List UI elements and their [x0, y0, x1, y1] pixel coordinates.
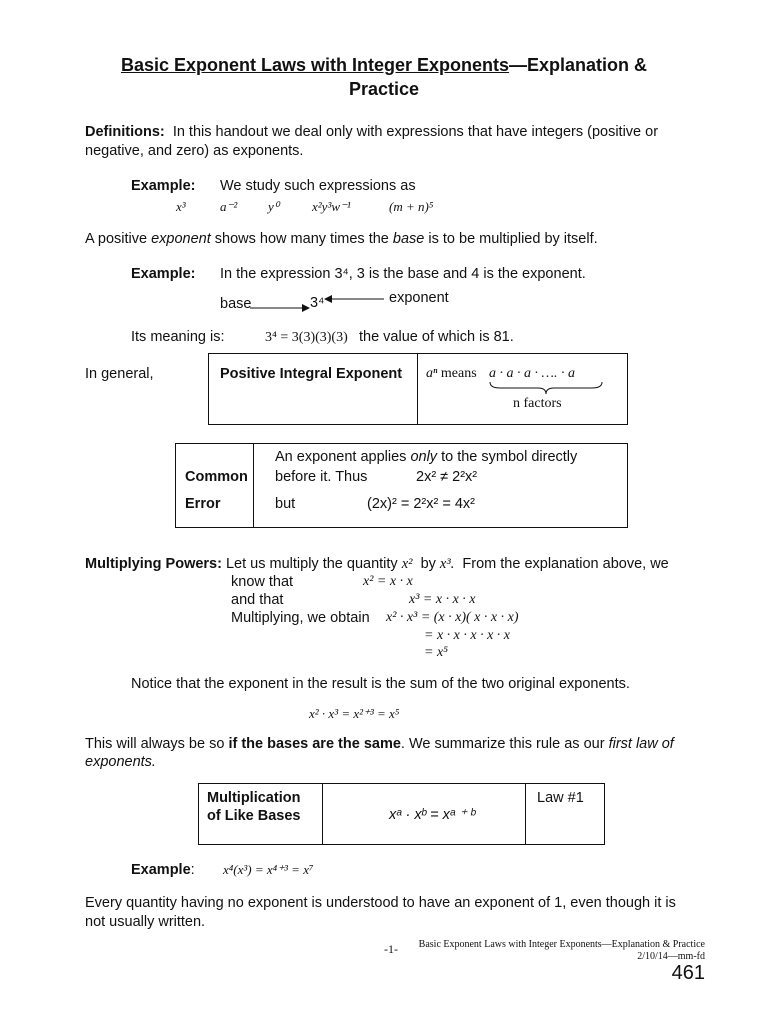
- meaning-label: Its meaning is:: [131, 329, 225, 345]
- common-error-label2: Error: [185, 496, 221, 512]
- law1-divider2: [525, 783, 526, 845]
- common-error-line2: before it. Thus: [275, 469, 368, 485]
- definitions-line1: [85, 124, 658, 140]
- box-divider: [417, 353, 418, 425]
- sentence-part2: shows how many times the: [210, 231, 393, 247]
- and-that-label: and that: [231, 592, 284, 608]
- sentence-exponent-word: exponent: [151, 231, 211, 247]
- n-factors-brace-icon: [488, 380, 604, 396]
- ce-line1-only: only: [410, 449, 438, 465]
- common-error-eq2: (2x)² = 2²x² = 4x²: [367, 496, 475, 512]
- n-factors-text: n factors: [513, 396, 562, 411]
- definition-lhs: [426, 366, 477, 382]
- footer-date-code: 2/10/14—mm-fd: [637, 951, 705, 962]
- sentence-part3: is to be multiplied by itself.: [424, 231, 598, 247]
- law1-formula: xᵃ · xᵇ = xᵃ ⁺ ᵇ: [389, 807, 476, 823]
- example1-expr-3: y⁰: [268, 199, 279, 214]
- law1-label: Law #1: [537, 790, 584, 806]
- law1-divider1: [322, 783, 323, 845]
- common-error-divider: [253, 443, 254, 528]
- always-line1: [85, 736, 674, 752]
- always-part1: This will always be so: [85, 736, 229, 752]
- example1-expr-4: x²y³w⁻¹: [312, 199, 351, 214]
- example1-label: Example:: [131, 178, 196, 194]
- def-lhs-text: aⁿ: [426, 366, 438, 381]
- exponent-arrow-icon: [324, 293, 386, 305]
- ce-line1-b: to the symbol directly: [437, 449, 578, 465]
- every-quantity-line1: Every quantity having no exponent is understood to have an exponent of 1, even though it is: [85, 895, 676, 911]
- example3-eq: x⁴(x³) = x⁴⁺³ = x⁷: [223, 862, 314, 877]
- multiplying-label: Multiplying Powers:: [85, 556, 222, 572]
- always-part2: . We summarize this rule as our: [400, 736, 609, 752]
- positive-exponent-sentence: [85, 231, 598, 247]
- always-bold: if the bases are the same: [228, 736, 401, 752]
- footer-page-number: 461: [671, 962, 705, 984]
- base-arrow-icon: [250, 300, 310, 312]
- mult-eq2: = x · x · x · x · x: [424, 628, 511, 643]
- common-error-eq1: 2x² ≠ 2²x²: [416, 469, 478, 485]
- example1-expr-1: x³: [176, 199, 186, 214]
- sentence-base-word: base: [392, 231, 425, 247]
- know-that-eq: x² = x · x: [363, 574, 413, 589]
- footer-doc-title: Basic Exponent Laws with Integer Exponents—Explanation & Practice: [418, 939, 705, 950]
- example3-label-wrap: [131, 862, 195, 878]
- sentence-part1: A positive: [85, 231, 152, 247]
- title-line2: Practice: [348, 79, 420, 99]
- common-error-label1: Common: [185, 469, 248, 485]
- multiplying-by: by: [420, 556, 436, 572]
- example3-label: Example: [131, 862, 191, 878]
- mult-eq1: x² · x³ = (x · x)( x · x · x): [386, 610, 519, 625]
- positive-integral-exponent-title: Positive Integral Exponent: [220, 366, 403, 382]
- every-quantity-line2: not usually written.: [85, 914, 206, 930]
- definitions-text1: In this handout we deal only with expressions that have integers (positive or: [172, 124, 659, 140]
- example2-text: In the expression 3⁴, 3 is the base and 4 is the exponent.: [220, 266, 586, 282]
- law1-name2: of Like Bases: [207, 808, 301, 824]
- always-italic1: first law of: [608, 736, 674, 752]
- mult-eq3: = x⁵: [424, 645, 449, 660]
- power-3-4: 3⁴: [310, 295, 325, 311]
- definition-rhs: a · a · a · …. · a: [489, 366, 575, 381]
- exponent-label: exponent: [389, 290, 449, 306]
- law1-name1: Multiplication: [207, 790, 301, 806]
- multiplying-intro: [85, 556, 669, 573]
- and-that-eq: x³ = x · x · x: [409, 592, 476, 607]
- definitions-line2: negative, and zero) as exponents.: [85, 143, 304, 159]
- multiplying-obtain-label: Multiplying, we obtain: [231, 610, 370, 626]
- notice-eq: x² · x³ = x²⁺³ = x⁵: [309, 706, 400, 721]
- common-error-line3: but: [275, 496, 296, 512]
- n-factors-label: [513, 396, 562, 412]
- example1-expr-2: a⁻²: [220, 199, 238, 214]
- multiplying-intro-a: Let us multiply the quantity: [225, 556, 398, 572]
- multiplying-q1: x²: [401, 556, 413, 572]
- always-line2: exponents.: [85, 754, 156, 770]
- common-error-line1: [275, 449, 577, 465]
- notice-text: Notice that the exponent in the result is the sum of the two original exponents.: [131, 676, 630, 692]
- base-label: base: [220, 296, 252, 312]
- example3-colon: :: [190, 862, 195, 878]
- meaning-text: the value of which is 81.: [359, 329, 514, 345]
- example1-expr-5: (m + n)⁵: [389, 199, 434, 214]
- know-that-label: know that: [231, 574, 294, 590]
- ce-line1-a: An exponent applies: [275, 449, 411, 465]
- multiplying-intro-b: From the explanation above, we: [462, 556, 669, 572]
- title-underlined: Basic Exponent Laws with Integer Exponents: [120, 55, 510, 75]
- multiplying-q2: x³.: [439, 556, 455, 572]
- footer-page-marker: -1-: [384, 942, 398, 956]
- in-general-label: In general,: [85, 366, 154, 382]
- meaning-math: 3⁴ = 3(3)(3)(3): [265, 330, 348, 345]
- def-means-text: means: [440, 366, 477, 381]
- title-rest: —Explanation &: [509, 55, 648, 75]
- example1-text: We study such expressions as: [220, 178, 416, 194]
- definitions-label: Definitions:: [85, 124, 165, 140]
- page-title: [0, 53, 768, 101]
- example2-label: Example:: [131, 266, 196, 282]
